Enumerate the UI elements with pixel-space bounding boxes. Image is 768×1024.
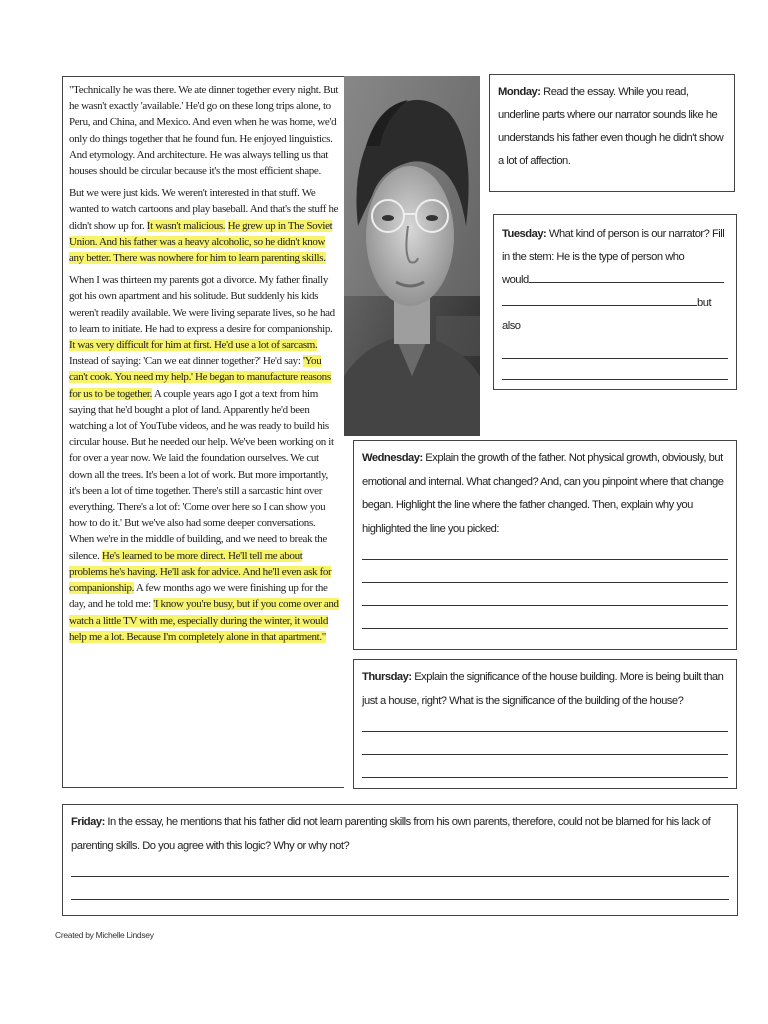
answer-line[interactable]: [362, 731, 728, 732]
answer-line[interactable]: [71, 876, 729, 877]
highlight: He grew up in The Soviet Union. And his father was a heavy alcoholic, so he didn't know any better. There was nowhere for him to learn parenting skills.: [69, 219, 333, 265]
answer-line[interactable]: [362, 559, 728, 560]
highlight: He's learned to be more direct. He'll tell me about problems he's having. He'll ask for advice. And he'll even ask for companionship.: [69, 549, 332, 595]
wednesday-box: [353, 440, 737, 650]
answer-line[interactable]: [362, 777, 728, 778]
friday-text: In the essay, he mentions that his father did not learn parenting skills from his own parents, therefore, could not be blamed for his lack of parenting skills. Do you agree with this logic? Why or why not?: [71, 816, 711, 852]
thursday-text: Explain the significance of the house building. More is being built than just a house, right? What is the significance of the building of the house?: [362, 671, 724, 707]
answer-line[interactable]: [529, 272, 724, 283]
tuesday-butalso: but also: [502, 297, 712, 332]
tuesday-would: would: [502, 274, 529, 286]
essay-text: A couple years ago I got a text from him saying that he'd bought a plot of land. Apparently he'd been watching a lot of YouTube videos, and he was ready to build his circular house. But he needed our help. We've been working on it for over a year now. We laid the foundation ourselves. We cut down all the trees. It's been a lot of work. But more importantly, it's been a lot of time together. There's still a sarcastic hint over everything. There's a lot of: 'Come over here so I can show you how to do it.' But we've also had some deeper conversations. When we're in the middle of building, and we need to break the silence.: [69, 387, 334, 562]
friday-label: Friday:: [71, 816, 105, 828]
credit-text: Created by Michelle Lindsey: [55, 930, 154, 940]
highlight: 'I know you're busy, but if you come over and watch a little TV with me, especially during the winter, it would help me a lot. Because I'm completely alone in that apartment.": [69, 598, 339, 643]
highlight: It wasn't malicious.: [146, 219, 226, 232]
essay-text: A few months ago we were finishing up for the day, and he told me:: [69, 582, 328, 611]
tuesday-text: What kind of person is our narrator? Fill in the stem: He is the type of person who: [502, 228, 725, 263]
answer-line[interactable]: [502, 379, 728, 380]
monday-text: Read the essay. While you read, underline parts where our narrator sounds like he understands his father even though he didn't show a lot of affection.: [498, 86, 724, 167]
tuesday-label: Tuesday:: [502, 228, 547, 240]
essay-text: But we were just kids. We weren't interested in that stuff. We wanted to watch cartoons and play baseball. And that's the stuff he didn't show up for.: [69, 187, 339, 232]
answer-line[interactable]: [362, 628, 728, 629]
portrait-image: [344, 76, 480, 436]
wednesday-text: Explain the growth of the father. Not physical growth, obviously, but emotional and internal. What changed? And, can you pinpoint where that change began. Highlight the line where the father changed. Then, explain why you highlighted the line you picked:: [362, 452, 724, 535]
essay-paragraph-1: "Technically he was there. We ate dinner together every night. But he wasn't exactly 'available.' He'd go on these long trips alone, to Peru, and China, and Mexico. And even when he was home, we'd only do things together that he found fun. He enjoyed linguistics. And etymology. And architecture. He was always telling us that houses should be circular because it's the most efficient shape.: [69, 84, 339, 178]
highlight: It was very difficult for him at first. He'd use a lot of sarcasm.: [69, 339, 318, 352]
tuesday-box: [493, 214, 737, 390]
thursday-label: Thursday:: [362, 671, 412, 683]
answer-line[interactable]: [362, 605, 728, 606]
portrait-photo: [344, 76, 480, 436]
answer-line[interactable]: [362, 582, 728, 583]
wednesday-label: Wednesday:: [362, 452, 423, 464]
essay-paragraph-2: [69, 185, 340, 266]
highlight: 'You can't cook. You need my help.' He began to manufacture reasons for us to be together.: [69, 355, 331, 400]
answer-line[interactable]: [502, 295, 697, 306]
answer-line[interactable]: [502, 358, 728, 359]
essay-paragraph-3: [69, 272, 340, 645]
essay-text: When I was thirteen my parents got a divorce. My father finally got his own apartment and his solitude. But suddenly his kids weren't readily available. We were living separate lives, so he had to learn to initiate. He had to express a desire for companionship.: [69, 274, 335, 335]
answer-line[interactable]: [362, 754, 728, 755]
thursday-box: [353, 659, 737, 789]
answer-line[interactable]: [71, 899, 729, 900]
monday-box: [489, 74, 735, 192]
essay-passage: [62, 76, 344, 788]
friday-box: [62, 804, 738, 916]
essay-text: Instead of saying: 'Can we eat dinner together?' He'd say:: [69, 355, 303, 368]
monday-label: Monday:: [498, 86, 541, 98]
